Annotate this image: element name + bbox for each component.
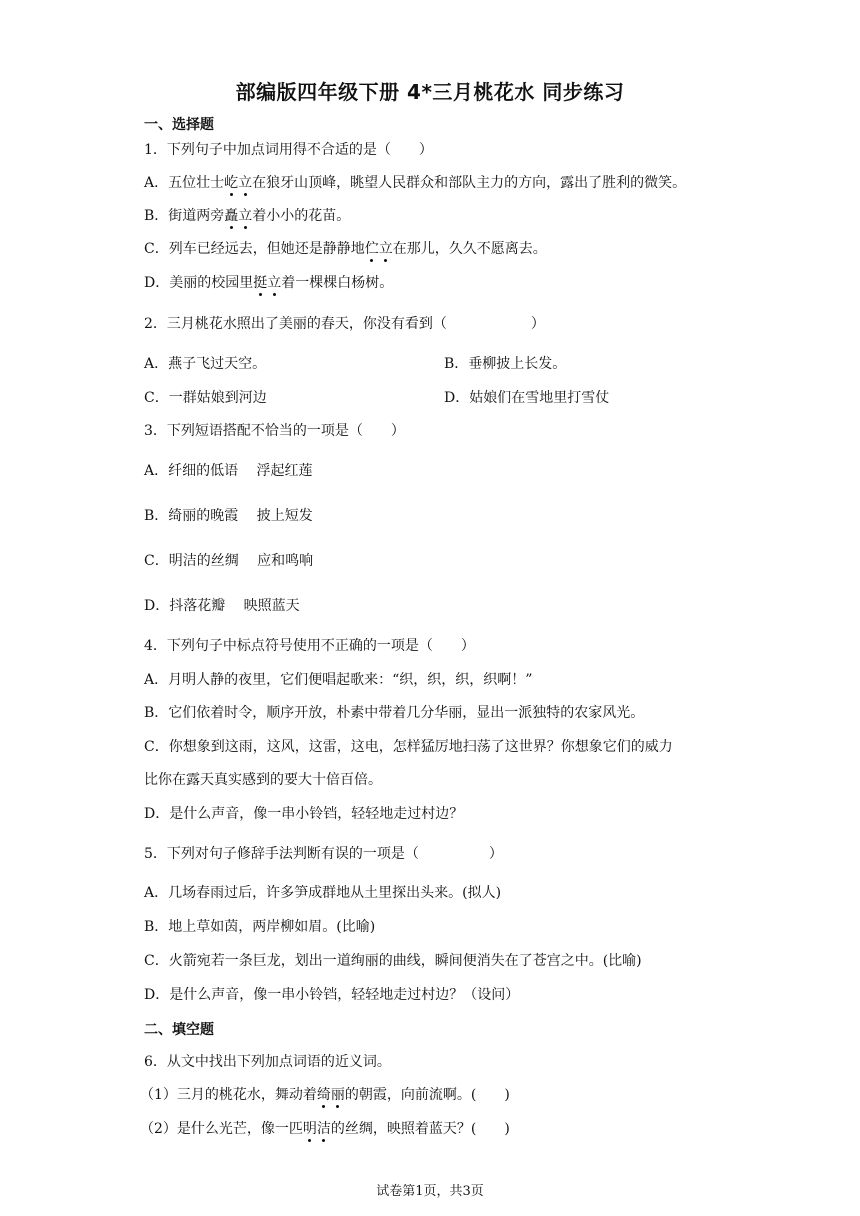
question-2-option-c: C．一群姑娘到河边 — [144, 390, 267, 406]
question-4-option-c-continued: 比你在露天真实感到的要大十倍百倍。 — [144, 772, 382, 788]
question-2-option-d: D．姑娘们在雪地里打雪仗 — [444, 390, 610, 406]
question-5-option-b: B．地上草如茵，两岸柳如眉。(比喻) — [144, 919, 376, 935]
emphasis-dot-char: 绮 — [316, 1087, 331, 1103]
emphasis-dot-char: 立 — [238, 175, 253, 191]
section-heading-fill: 二、填空题 — [144, 1022, 214, 1038]
emphasis-dot-char: 挺 — [253, 275, 268, 291]
question-3-option-a: A．纤细的低语 浮起红莲 — [144, 463, 313, 479]
question-3-option-b: B．绮丽的晚霞 披上短发 — [144, 508, 313, 524]
question-2-option-a: A．燕子飞过天空。 — [144, 356, 267, 372]
question-3-stem: 3．下列短语搭配不恰当的一项是（ ） — [144, 423, 405, 439]
question-6-item-1: （1）三月的桃花水，舞动着绮丽的朝霞，向前流啊。( ) — [140, 1087, 510, 1103]
question-1-option-a: A．五位壮士屹立在狼牙山顶峰，眺望人民群众和部队主力的方向，露出了胜利的微笑。 — [144, 175, 687, 191]
emphasis-dot-char: 伫 — [364, 241, 379, 257]
question-6-stem: 6．从文中找出下列加点词语的近义词。 — [144, 1054, 391, 1070]
question-2-stem: 2．三月桃花水照出了美丽的春天，你没有看到（ ） — [144, 316, 545, 332]
page-footer: 试卷第1页，共3页 — [376, 1184, 484, 1199]
emphasis-dot-char: 矗 — [224, 208, 239, 224]
question-3-option-c: C．明洁的丝绸 应和鸣响 — [144, 553, 314, 569]
question-5-option-d: D．是什么声音，像一串小铃铛，轻轻地走过村边？（设问） — [144, 987, 520, 1003]
page-title: 部编版四年级下册 4*三月桃花水 同步练习 — [235, 80, 625, 104]
emphasis-dot-char: 立 — [267, 275, 282, 291]
question-3-option-d: D．抖落花瓣 映照蓝天 — [144, 598, 300, 614]
question-4-option-a: A．月明人静的夜里，它们便唱起歌来：“织，织，织，织啊！” — [144, 672, 533, 688]
question-1-option-d: D．美丽的校园里挺立着一棵棵白杨树。 — [144, 275, 394, 291]
emphasis-dot-char: 丽 — [330, 1087, 345, 1103]
emphasis-dot-char: 明 — [302, 1121, 317, 1137]
question-2-option-b: B．垂柳披上长发。 — [444, 356, 567, 372]
question-4-stem: 4．下列句子中标点符号使用不正确的一项是（ ） — [144, 638, 475, 654]
emphasis-dot-char: 立 — [378, 241, 393, 257]
emphasis-dot-char: 洁 — [316, 1121, 331, 1137]
emphasis-dot-char: 屹 — [224, 175, 239, 191]
question-1-option-c: C．列车已经远去，但她还是静静地伫立在那儿，久久不愿离去。 — [144, 241, 547, 257]
question-5-option-c: C．火箭宛若一条巨龙，划出一道绚丽的曲线，瞬间便消失在了苍宫之中。(比喻) — [144, 953, 642, 969]
emphasis-dot-char: 立 — [238, 208, 253, 224]
question-5-option-a: A．几场春雨过后，许多笋成群地从土里探出头来。(拟人) — [144, 885, 502, 901]
question-5-stem: 5．下列对句子修辞手法判断有误的一项是（ ） — [144, 846, 503, 862]
question-6-item-2: （2）是什么光芒，像一匹明洁的丝绸，映照着蓝天？( ) — [140, 1121, 510, 1137]
section-heading-choice: 一、选择题 — [144, 117, 214, 133]
question-1-stem: 1．下列句子中加点词用得不合适的是（ ） — [144, 142, 433, 158]
question-4-option-d: D．是什么声音，像一串小铃铛，轻轻地走过村边？ — [144, 806, 464, 822]
question-1-option-b: B．街道两旁矗立着小小的花苗。 — [144, 208, 351, 224]
question-4-option-b: B．它们依着时令，顺序开放，朴素中带着几分华丽，显出一派独特的农家风光。 — [144, 705, 645, 721]
question-4-option-c: C．你想象到这雨，这风，这雷，这电，怎样猛厉地扫荡了这世界？你想象它们的威力 — [144, 739, 673, 755]
